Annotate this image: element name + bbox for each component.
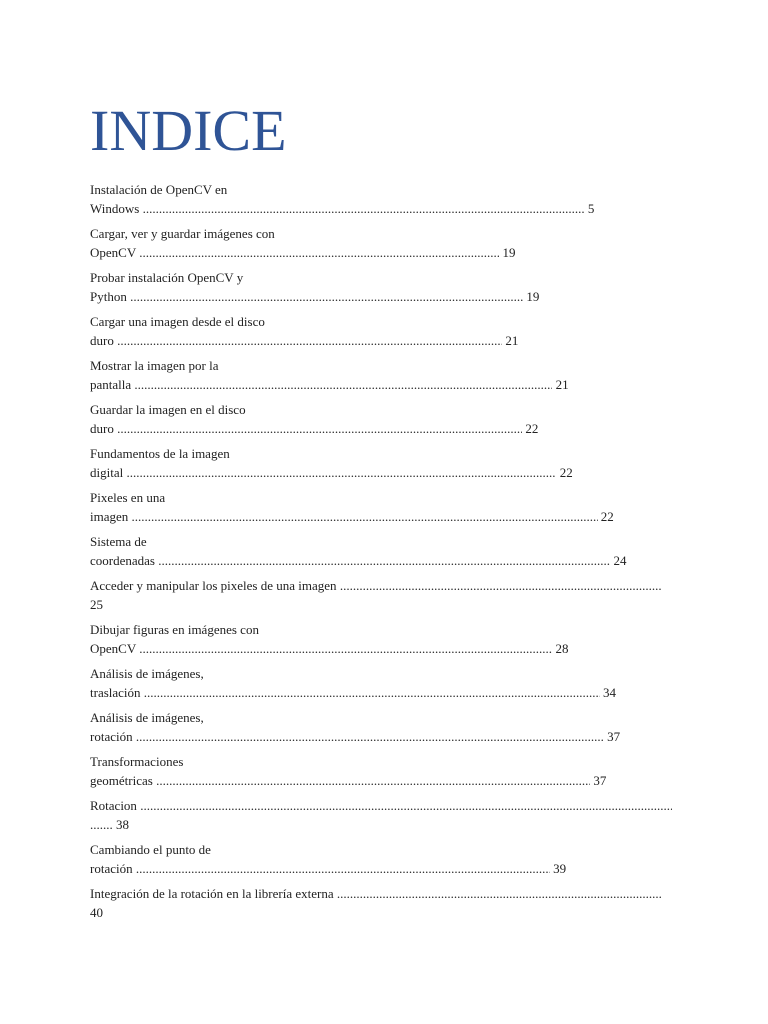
toc-entry-continuation: ....... <box>90 817 113 832</box>
toc-entry-continuation: imagen <box>90 509 129 524</box>
toc-entry-continuation: duro <box>90 421 114 436</box>
toc-entry-line2 <box>90 903 676 922</box>
toc-entry-line1 <box>90 884 676 903</box>
toc-entry-title: Análisis de imágenes, <box>90 666 204 681</box>
dot-leader <box>136 727 604 746</box>
toc-entry-line1 <box>90 444 676 463</box>
toc-entry-title: Acceder y manipular los pixeles de una imagen <box>90 578 337 593</box>
toc-entry-line2 <box>90 551 676 570</box>
toc-page-number: 19 <box>502 245 516 260</box>
toc-entry-title: Integración de la rotación en la librería externa <box>90 886 334 901</box>
toc-entry[interactable] <box>90 444 676 488</box>
toc-page-number: 19 <box>526 289 540 304</box>
dot-leader <box>158 551 610 570</box>
dot-leader <box>126 463 556 482</box>
toc-page-number: 22 <box>600 509 614 524</box>
toc-entry-line2 <box>90 331 676 350</box>
dot-leader <box>117 419 522 438</box>
toc-entry-line1 <box>90 268 676 287</box>
toc-entry[interactable] <box>90 180 676 224</box>
dot-leader <box>140 796 672 815</box>
toc-entry-title: Instalación de OpenCV en <box>90 182 228 197</box>
dot-leader <box>136 859 550 878</box>
toc-entry[interactable] <box>90 312 676 356</box>
toc-entry[interactable] <box>90 620 676 664</box>
toc-entry[interactable] <box>90 884 676 928</box>
toc-entry-line1 <box>90 796 676 815</box>
toc-entry-line1 <box>90 840 676 859</box>
toc-entry-title: Transformaciones <box>90 754 184 769</box>
table-of-contents <box>90 180 676 928</box>
toc-entry-line2 <box>90 683 676 702</box>
toc-entry-title: Rotacion <box>90 798 137 813</box>
toc-entry[interactable] <box>90 752 676 796</box>
toc-entry-line1 <box>90 708 676 727</box>
toc-entry-line1 <box>90 752 676 771</box>
toc-entry-title: Pixeles en una <box>90 490 166 505</box>
dot-leader <box>337 884 661 903</box>
dot-leader <box>134 375 552 394</box>
dot-leader <box>156 771 590 790</box>
toc-page-number: 22 <box>525 421 539 436</box>
toc-entry-line1 <box>90 488 676 507</box>
toc-entry[interactable] <box>90 400 676 444</box>
toc-entry-continuation: Windows <box>90 201 140 216</box>
toc-entry-line2 <box>90 243 676 262</box>
toc-entry-line2 <box>90 287 676 306</box>
toc-entry-title: Análisis de imágenes, <box>90 710 204 725</box>
toc-entry[interactable] <box>90 224 676 268</box>
toc-entry[interactable] <box>90 664 676 708</box>
toc-page-number: 39 <box>553 861 567 876</box>
page-title: INDICE <box>90 98 287 163</box>
toc-entry-title: Dibujar figuras en imágenes con <box>90 622 259 637</box>
toc-entry-continuation: Python <box>90 289 127 304</box>
toc-entry-continuation: rotación <box>90 861 133 876</box>
toc-entry-continuation: OpenCV <box>90 641 136 656</box>
toc-entry[interactable] <box>90 796 676 840</box>
toc-entry-line1 <box>90 532 676 551</box>
dot-leader <box>130 287 523 306</box>
toc-entry-line2 <box>90 815 676 834</box>
toc-page-number: 21 <box>505 333 519 348</box>
toc-entry-title: Cargar una imagen desde el disco <box>90 314 265 329</box>
toc-entry-line1 <box>90 576 676 595</box>
toc-entry[interactable] <box>90 488 676 532</box>
toc-page-number: 38 <box>116 817 129 832</box>
toc-entry-continuation: pantalla <box>90 377 132 392</box>
toc-entry[interactable] <box>90 268 676 312</box>
toc-entry-line2 <box>90 771 676 790</box>
dot-leader <box>139 639 552 658</box>
toc-entry-title: Guardar la imagen en el disco <box>90 402 246 417</box>
toc-page-number: 34 <box>603 685 617 700</box>
toc-entry-line1 <box>90 312 676 331</box>
toc-entry-line1 <box>90 356 676 375</box>
toc-page-number: 40 <box>90 905 103 920</box>
dot-leader <box>132 507 598 526</box>
dot-leader <box>143 199 585 218</box>
dot-leader <box>340 576 662 595</box>
toc-entry-continuation: OpenCV <box>90 245 136 260</box>
toc-entry-continuation: duro <box>90 333 114 348</box>
toc-entry-line2 <box>90 419 676 438</box>
toc-page-number: 5 <box>587 201 595 216</box>
toc-entry-title: Mostrar la imagen por la <box>90 358 219 373</box>
toc-entry-title: Cambiando el punto de <box>90 842 211 857</box>
toc-page-number: 22 <box>559 465 573 480</box>
toc-entry[interactable] <box>90 356 676 400</box>
toc-page-number: 24 <box>613 553 627 568</box>
toc-entry-line2 <box>90 463 676 482</box>
toc-entry[interactable] <box>90 532 676 576</box>
toc-page-number: 37 <box>607 729 621 744</box>
toc-entry-line2 <box>90 859 676 878</box>
toc-entry[interactable] <box>90 708 676 752</box>
toc-page-number: 25 <box>90 597 103 612</box>
toc-entry-continuation: digital <box>90 465 124 480</box>
toc-entry-continuation: geométricas <box>90 773 153 788</box>
dot-leader <box>117 331 502 350</box>
toc-entry-line1 <box>90 664 676 683</box>
toc-entry-line1 <box>90 180 676 199</box>
toc-page-number: 21 <box>555 377 569 392</box>
toc-entry-line2 <box>90 199 676 218</box>
toc-entry-title: Sistema de <box>90 534 147 549</box>
toc-entry-title: Fundamentos de la imagen <box>90 446 230 461</box>
toc-entry-continuation: rotación <box>90 729 133 744</box>
toc-entry-line2 <box>90 375 676 394</box>
toc-entry-continuation: coordenadas <box>90 553 155 568</box>
dot-leader <box>139 243 499 262</box>
toc-page-number: 37 <box>593 773 607 788</box>
toc-entry-line2 <box>90 507 676 526</box>
toc-entry[interactable] <box>90 840 676 884</box>
toc-page-number: 28 <box>555 641 569 656</box>
toc-entry-title: Cargar, ver y guardar imágenes con <box>90 226 275 241</box>
toc-entry-continuation: traslación <box>90 685 141 700</box>
toc-entry-line2 <box>90 639 676 658</box>
toc-entry-line2 <box>90 595 676 614</box>
dot-leader <box>144 683 600 702</box>
toc-entry-line1 <box>90 400 676 419</box>
toc-entry-line1 <box>90 620 676 639</box>
toc-entry[interactable] <box>90 576 676 620</box>
toc-entry-line1 <box>90 224 676 243</box>
toc-entry-line2 <box>90 727 676 746</box>
toc-entry-title: Probar instalación OpenCV y <box>90 270 244 285</box>
